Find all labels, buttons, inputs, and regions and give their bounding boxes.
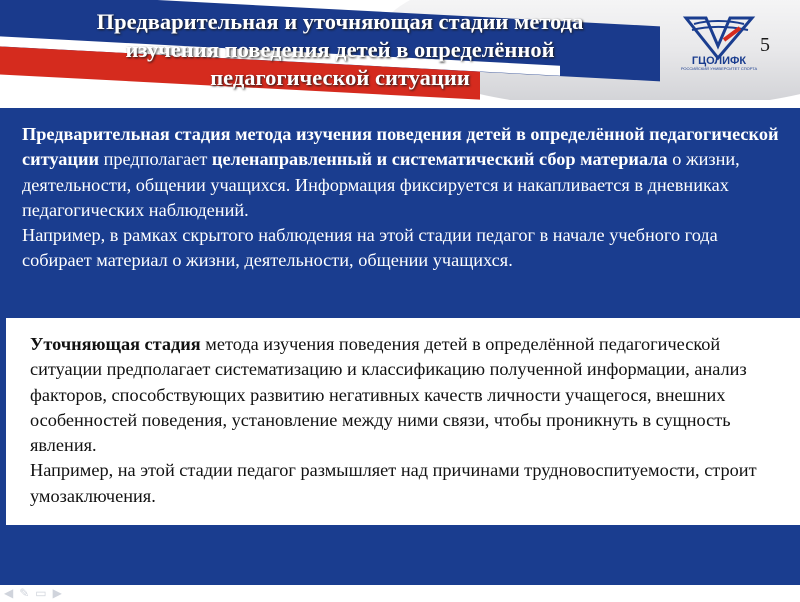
refining-stage-block [0, 318, 800, 525]
logo-subtext: РОССИЙСКИЙ УНИВЕРСИТЕТ СПОРТА [680, 66, 758, 71]
page-number: 5 [760, 34, 770, 56]
prev-arrow-icon[interactable]: ◀ [4, 586, 14, 600]
logo-text: ГЦОЛИФК [691, 55, 747, 67]
bottom-strip [0, 585, 800, 602]
refining-stage-paragraph [30, 332, 780, 458]
preliminary-text-1: предполагает [99, 149, 212, 170]
preliminary-stage-heading: Предварительная стадия метода изучения поведения детей в определённой педагогической ситуации [22, 124, 779, 170]
university-logo-icon [678, 10, 760, 72]
refining-example: Например, на этой стадии педагог размышляет над причинами трудновоспитуемости, строит умозаключения. [30, 460, 757, 506]
slide-header [0, 0, 800, 100]
preliminary-stage-paragraph [22, 122, 780, 223]
title-line-3: педагогической ситуации [210, 65, 470, 90]
title-line-1: Предварительная и уточняющая стадии метода [96, 9, 584, 34]
preliminary-emphasis: целенаправленный и систематический сбор материала [211, 149, 668, 170]
bottom-blue-bar [0, 525, 800, 585]
preliminary-stage-block [0, 108, 800, 318]
title-line-2: изучения поведения детей в определённой [125, 37, 555, 62]
refining-text-1: метода изучения поведения детей в определённой педагогической ситуации предполагает систематизацию и классификацию полученной информации, анализ факторов, способствующих развитию негативных качеств личности учащегося, внешних особенностей поведения, установление между ними связи, чтобы проникнуть в сущность явления. [30, 334, 747, 456]
slide-title [20, 8, 660, 92]
next-arrow-icon[interactable]: ▶ [52, 586, 62, 600]
pen-icon[interactable]: ✎ [19, 586, 30, 600]
preliminary-text-2: о жизни, деятельности, общении учащихся. Информация фиксируется и накапливается в дневниках педагогических наблюдений. [22, 149, 740, 220]
preliminary-example: Например, в рамках скрытого наблюдения на этой стадии педагог в начале учебного года собирает материал о жизни, деятельности, общении учащихся. [22, 225, 718, 271]
menu-icon[interactable]: ▭ [35, 586, 47, 600]
refining-stage-heading: Уточняющая стадия [30, 334, 201, 354]
slide-navigation [4, 586, 62, 600]
